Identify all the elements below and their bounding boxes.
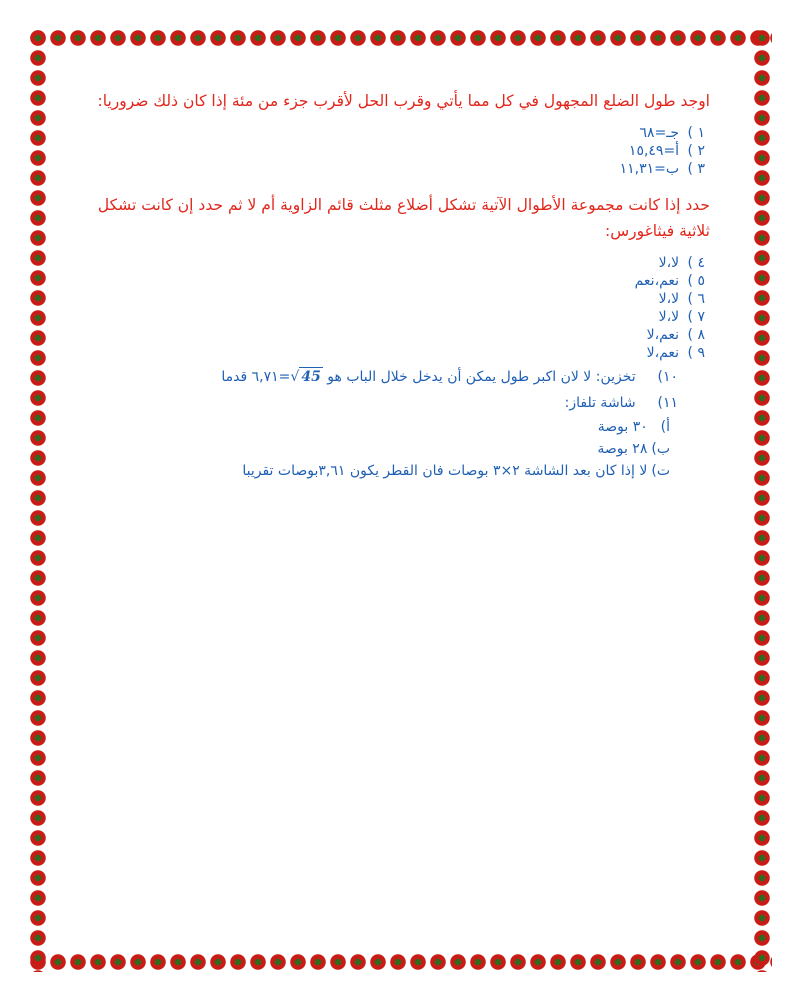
answer-list-2 (90, 254, 710, 362)
flower-border-bottom (28, 952, 772, 972)
answer-item: ٥) نعم،نعم (634, 273, 705, 289)
answer-item: ٢) أ=١٥,٤٩ (628, 143, 705, 159)
answer-11-title: ١١) شاشة تلفاز: (564, 395, 678, 411)
answer-item: ٧) لا،لا (658, 309, 705, 325)
answer-item: ٣) ب=١١,٣١ (619, 161, 705, 177)
sub-answer-item: ب)٢٨ بوصة (597, 441, 670, 457)
document-body (90, 88, 710, 496)
answer-item: ٩) نعم،لا (646, 345, 705, 361)
answer-item: ٤) لا،لا (658, 255, 705, 271)
answer-10: ١٠) تخزين: لا لان اكبر طول يمكن أن يدخل خلال الباب هو √ 45=٦,٧١ قدما (221, 369, 678, 385)
sub-answer-item: ت)لا إذا كان بعد الشاشة ٢×٣ بوصات فان القطر يكون ٣,٦١بوصات تقريبا (242, 463, 670, 479)
flower-border-top (28, 28, 772, 48)
answer-list-1 (90, 124, 710, 178)
flower-border-right (752, 28, 772, 972)
answer-item: ٨) نعم،لا (646, 327, 705, 343)
flower-border-left (28, 28, 48, 972)
answer-11-parts (90, 416, 710, 482)
answer-item: ٦) لا،لا (658, 291, 705, 307)
question-heading-2: حدد إذا كانت مجموعة الأطوال الآتية تشكل أضلاع مثلث قائم الزاوية أم لا ثم حدد إن كانت تشكل ثلاثية فيثاغورس: (97, 196, 710, 240)
sub-answer-item: أ) ٣٠ بوصة (597, 419, 670, 435)
sqrt-radicand: 45 (301, 369, 321, 385)
answer-item: ١) جـ=٦٨ (639, 125, 705, 141)
question-heading-1: اوجد طول الضلع المجهول في كل مما يأتي وقرب الحل لأقرب جزء من مئة إذا كان ذلك ضروريا: (97, 92, 710, 110)
